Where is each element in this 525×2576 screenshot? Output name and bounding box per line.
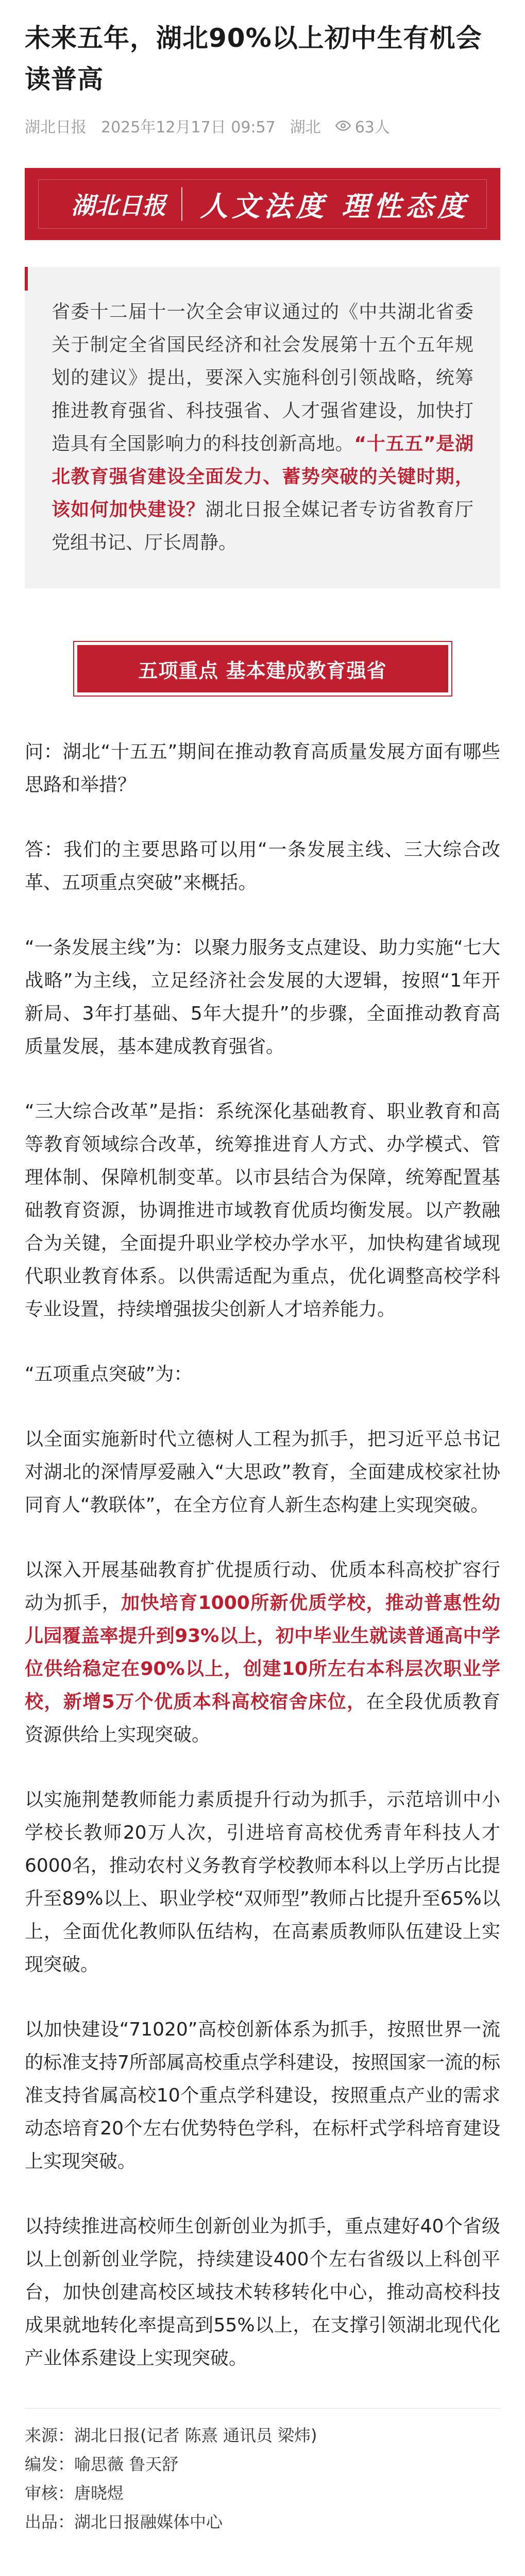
intro-text-1: 省委十二届十一次全会审议通过的《中共湖北省委关于制定全省国民经济和社会发展第十五个五年规划的建议》提出，要深入实施科创引领战略，统筹推进教育强省、科技强省、人才强省建设，加快打造具有全国影响力的科技创新高地。: [52, 301, 473, 454]
intro-box: [25, 267, 500, 588]
body-paragraph-disciplines: 以加快建设“71020”高校创新体系为抓手，按照世界一流的标准支持7所部属高校重点学科建设，按照国家一流的标准支持省属高校10个重点学科建设，按照重点产业的需求动态培育20个左右优势特色学科，在标杆式学科培育建设上实现突破。: [25, 2019, 500, 2172]
body-paragraph-resources: [25, 1554, 500, 1752]
credits-source: 来源：湖北日报(记者 陈熹 通讯员 梁炜): [25, 2426, 317, 2445]
body-paragraph-innovation: 以持续推进高校师生创新创业为抓手，重点建好40个省级以上创新创业学院，持续建设400个左右省级以上科创平台，加快创建高校区域技术转移转化中心，推动高校科技成果就地转化率提高到55%以上，在支撑引领湖北现代化产业体系建设上实现突破。: [25, 2216, 500, 2369]
article-body: [25, 736, 500, 2375]
intro-text-2: 湖北日报全媒记者专访省教育厅党组书记、厅长周静。: [52, 499, 473, 553]
source-link[interactable]: 湖北日报: [25, 118, 87, 137]
view-count: 63人: [354, 118, 390, 137]
section-heading: 五项重点 基本建成教育强省: [77, 645, 448, 692]
article-meta: [25, 114, 500, 137]
article-title: 未来五年，湖北90%以上初中生有机会读普高: [25, 23, 482, 94]
banner-paper-name: 湖北日报: [56, 187, 182, 221]
intro-highlight: “十五五”是湖北教育强省建设全面发力、蓄势突破的关键时期，该如何加快建设？: [52, 433, 473, 520]
publish-time: 2025年12月17日 09:57: [101, 118, 276, 137]
resources-text-b: 在全段优质教育资源供给上实现突破。: [25, 1691, 500, 1745]
body-paragraph-answer: 答：我们的主要思路可以用“一条发展主线、三大综合改革、五项重点突破”来概括。: [25, 839, 500, 893]
credits-divider: [25, 2408, 500, 2409]
eye-icon: [335, 118, 351, 133]
banner-slogan: 人文法度 理性态度: [200, 189, 469, 223]
body-paragraph-breakthroughs: “五项重点突破”为：: [25, 1364, 193, 1385]
body-paragraph-moral-education: 以全面实施新时代立德树人工程为抓手，把习近平总书记对湖北的深情厚爱融入“大思政”教育，全面建成校家社协同育人“教联体”，在全方位育人新生态构建上实现突破。: [25, 1429, 500, 1516]
body-paragraph-teachers: 以实施荆楚教师能力素质提升行动为抓手，示范培训中小学校长教师20万人次，引进培育高校优秀青年科技人才6000名，推动农村义务教育学校教师本科以上学历占比提升至89%以上、职业学校“双师型”教师占比提升至65%以上，全面优化教师队伍结构，在高素质教师队伍建设上实现突破。: [25, 1789, 500, 1975]
resources-text-a: 以深入开展基础教育扩优提质行动、优质本科高校扩容行动为抓手，: [25, 1560, 500, 1614]
intro-paragraph: [52, 296, 473, 560]
article-credits: [25, 2408, 500, 2557]
credits-editor: 编发：喻思薇 鲁天舒: [25, 2454, 179, 2474]
body-paragraph-reforms: “三大综合改革”是指：系统深化基础教育、职业教育和高等教育领域综合改革，统筹推进育人方式、办学模式、管理体制、保障机制变革。以市县结合为保障，统筹配置基础教育资源，协调推进市域教育优质均衡发展。以产教融合为关键，全面提升职业学校办学水平，加快构建省域现代职业教育体系。以供需适配为重点，优化调整高校学科专业设置，持续增强拔尖创新人才培养能力。: [25, 1101, 500, 1320]
body-paragraph-question: 问：湖北“十五五”期间在推动教育高质量发展方面有哪些思路和举措？: [25, 741, 500, 795]
credits-reviewer: 审核：唐晓煜: [25, 2483, 124, 2503]
credits-publisher: 出品：湖北日报融媒体中心: [25, 2512, 223, 2532]
header-banner: [25, 168, 500, 240]
region-label: 湖北: [290, 118, 321, 137]
body-paragraph-main-line: “一条发展主线”为：以聚力服务支点建设、助力实施“七大战略”为主线，立足经济社会发展的大逻辑，按照“1年开新局、3年打基础、5年大提升”的步骤，全面推动教育高质量发展，基本建成教育强省。: [25, 937, 500, 1057]
resources-highlight: 加快培育1000所新优质学校，推动普惠性幼儿园覆盖率提升到93%以上，初中毕业生就读普通高中学位供给稳定在90%以上，创建10所左右本科层次职业学校，新增5万个优质本科高校宿舍床位，: [25, 1592, 500, 1713]
